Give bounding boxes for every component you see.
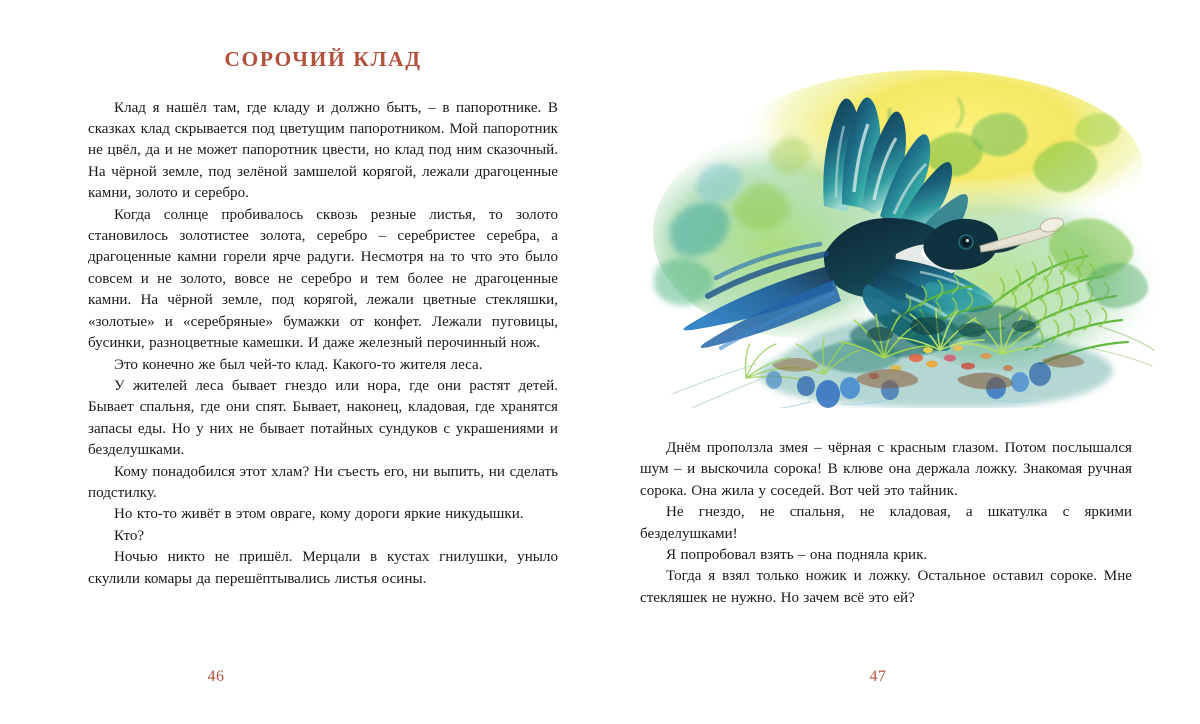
page-title: СОРОЧИЙ КЛАД: [224, 47, 422, 71]
paragraph: Когда солнце пробивалось сквозь резные листья, то золото становилось золотистее золота, серебро – серебристее серебра, а драгоценные камни горели ярче радуги. Несмотря на то что это было совсем и не золото, вовсе не серебро и тем более не драгоценные камни. На чёрной земле, под корягой, лежали цветные стекляшки, «золотые» и «серебряные» бумажки от конфет. Лежали пуговицы, бусинки, разноцветные камешки. И даже железный перочинный нож.: [88, 206, 558, 352]
page-number-right: 47: [869, 668, 887, 685]
paragraph: У жителей леса бывает гнездо или нора, где они растят детей. Бывает спальня, где они спят. Бывает, наконец, кладовая, где хранятся запасы еды. Но у них не бывает потайных сундуков с украшениями и безделушками.: [88, 377, 558, 459]
left-page-body: [88, 98, 558, 590]
paragraph: Днём проползла змея – чёрная с красным глазом. Потом послышался шум – и выскочила сорока! В клюве она держала ложку. Знакомая ручная сорока. Она жила у соседей. Вот чей это тайник.: [640, 440, 1132, 499]
illustration-magpie: [628, 58, 1158, 408]
illustration-svg: [628, 58, 1158, 408]
paragraph: Клад я нашёл там, где кладу и должно быть, – в папоротнике. В сказках клад скрывается под цветущим папоротником. Мой папоротник не цвёл, да и не может папоротник цвести, но клад под ним сказочный. На чёрной земле, под зелёной замшелой корягой, лежали драгоценные камни, золото и серебро.: [88, 99, 558, 202]
left-page-content: [88, 48, 558, 590]
paragraph: Это конечно же был чей-то клад. Какого-то жителя леса.: [114, 356, 483, 373]
paragraph: Я попробовал взять – она подняла крик.: [666, 547, 928, 564]
paragraph: Тогда я взял только ножик и ложку. Остальное оставил сороке. Мне стекляшек не нужно. Но зачем всё это ей?: [640, 568, 1132, 606]
page-number-left: 46: [207, 668, 225, 685]
right-page-content: [640, 438, 1132, 609]
paragraph: Кому понадобился этот хлам? Ни съесть его, ни выпить, ни сделать подстилку.: [88, 463, 558, 501]
paragraph: Ночью никто не пришёл. Мерцали в кустах гнилушки, уныло скулили комары да перешёптывались листья осины.: [88, 549, 558, 587]
paragraph: Не гнездо, не спальня, не кладовая, а шкатулка с яркими безделушками!: [640, 504, 1132, 542]
right-page-body: [640, 438, 1132, 609]
paragraph: Но кто-то живёт в этом овраге, кому дороги яркие никудышки.: [114, 506, 524, 523]
paragraph: Кто?: [114, 527, 145, 544]
right-page: [600, 0, 1200, 724]
